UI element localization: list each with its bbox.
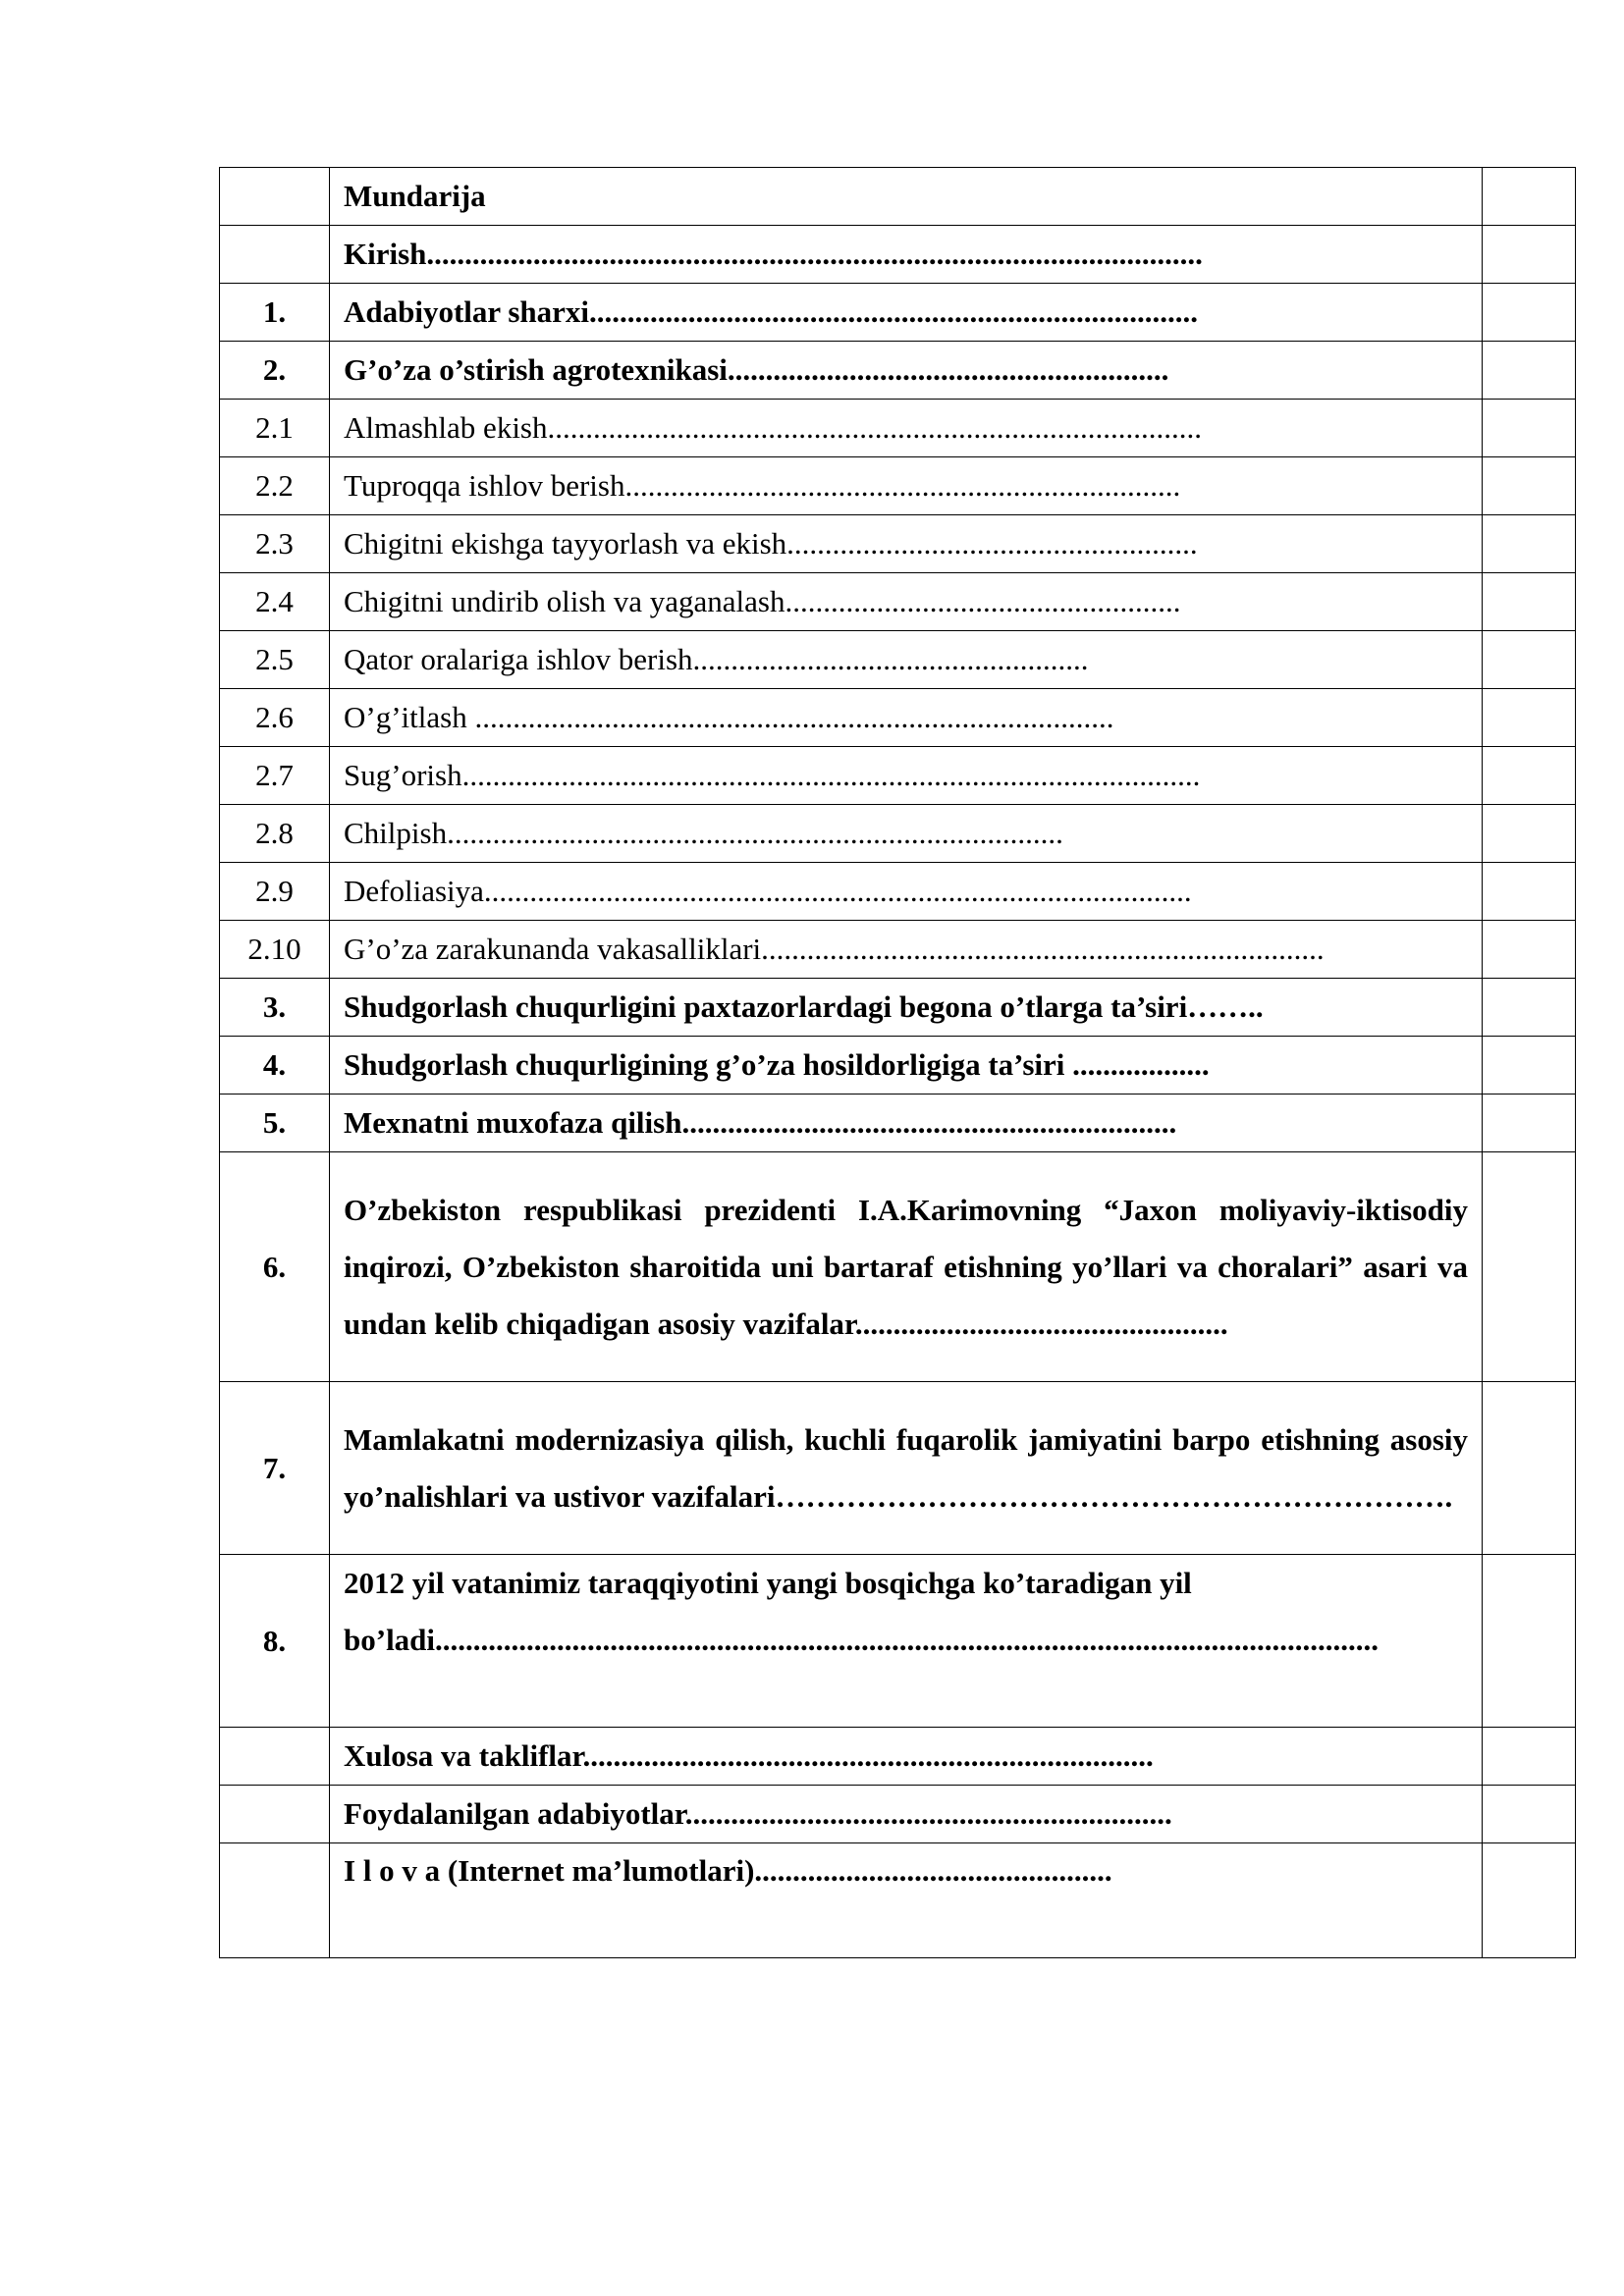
toc-title: Chilpish................................................................................. <box>330 805 1483 863</box>
toc-row-11 <box>220 805 1576 863</box>
toc-number: 2.5 <box>220 631 330 689</box>
toc-title: Shudgorlash chuqurligining g’o’za hosildorligiga ta’siri .................. <box>330 1037 1483 1095</box>
toc-page <box>1483 747 1576 805</box>
toc-title: Almashlab ekish...................................................................................... <box>330 400 1483 457</box>
toc-title: Mamlakatni modernizasiya qilish, kuchli fuqarolik jamiyatini barpo etishning asosiy yo’nalishlari va ustivor vazifalari…………………………………………………………. <box>330 1382 1483 1555</box>
toc-number: 2.8 <box>220 805 330 863</box>
toc-number: 2.7 <box>220 747 330 805</box>
toc-number <box>220 226 330 284</box>
toc-page <box>1483 689 1576 747</box>
toc-number: 3. <box>220 979 330 1037</box>
toc-row-6 <box>220 515 1576 573</box>
toc-title: Foydalanilgan adabiyotlar................................................................ <box>330 1786 1483 1843</box>
toc-row-9 <box>220 689 1576 747</box>
toc-row-7 <box>220 1382 1576 1555</box>
toc-title: Chigitni undirib olish va yaganalash.................................................... <box>330 573 1483 631</box>
toc-page <box>1483 979 1576 1037</box>
toc-page <box>1483 342 1576 400</box>
toc-row-1 <box>220 226 1576 284</box>
toc-title: Defoliasiya............................................................................................. <box>330 863 1483 921</box>
toc-number: 2.2 <box>220 457 330 515</box>
toc-row-references <box>220 1786 1576 1843</box>
toc-page <box>1483 1037 1576 1095</box>
toc-number <box>220 168 330 226</box>
toc-number: 2.6 <box>220 689 330 747</box>
toc-row-7 <box>220 573 1576 631</box>
toc-title: Sug’orish................................................................................................. <box>330 747 1483 805</box>
toc-row-appendix <box>220 1843 1576 1958</box>
toc-number: 7. <box>220 1382 330 1555</box>
toc-page <box>1483 631 1576 689</box>
toc-row-8 <box>220 631 1576 689</box>
toc-row-10 <box>220 747 1576 805</box>
toc-page <box>1483 1843 1576 1958</box>
toc-number: 6. <box>220 1152 330 1382</box>
table-of-contents <box>219 167 1576 1958</box>
toc-page <box>1483 400 1576 457</box>
toc-page <box>1483 284 1576 342</box>
toc-title: I l o v a (Internet ma’lumotlari)............................................... <box>330 1843 1483 1958</box>
toc-page <box>1483 1095 1576 1152</box>
toc-number <box>220 1843 330 1958</box>
toc-title: Adabiyotlar sharxi................................................................................ <box>330 284 1483 342</box>
toc-row-3 <box>220 342 1576 400</box>
toc-title <box>330 1555 1483 1728</box>
toc-title: Mundarija <box>330 168 1483 226</box>
toc-title: O’zbekiston respublikasi prezidenti I.A.Karimovning “Jaxon moliyaviy-iktisodiy inqirozi, O’zbekiston sharoitida uni bartaraf etishning yo’llari va choralari” asari va undan kelib chiqadigan asosiy vazifalar................................................. <box>330 1152 1483 1382</box>
toc-title: Chigitni ekishga tayyorlash va ekish...................................................... <box>330 515 1483 573</box>
toc-row-0 <box>220 168 1576 226</box>
toc-number: 2.1 <box>220 400 330 457</box>
toc-row-4 <box>220 400 1576 457</box>
toc-number <box>220 1786 330 1843</box>
toc-page <box>1483 168 1576 226</box>
toc-page <box>1483 805 1576 863</box>
toc-row-5 <box>220 457 1576 515</box>
toc-number: 8. <box>220 1555 330 1728</box>
toc-title: Tuproqqa ishlov berish......................................................................... <box>330 457 1483 515</box>
toc-row-12 <box>220 863 1576 921</box>
toc-title: Qator oralariga ishlov berish.................................................... <box>330 631 1483 689</box>
toc-row-16 <box>220 1095 1576 1152</box>
toc-number: 2.9 <box>220 863 330 921</box>
toc-row-2 <box>220 284 1576 342</box>
toc-title-line-2: bo’ladi............................................................................................................................ <box>344 1623 1380 1657</box>
toc-page <box>1483 515 1576 573</box>
toc-title: G’o’za o’stirish agrotexnikasi.......................................................... <box>330 342 1483 400</box>
toc-title: Xulosa va takliflar........................................................................... <box>330 1728 1483 1786</box>
toc-page <box>1483 1382 1576 1555</box>
toc-title: O’g’itlash .................................................................................... <box>330 689 1483 747</box>
toc-title: Kirish...................................................................................................... <box>330 226 1483 284</box>
toc-row-6 <box>220 1152 1576 1382</box>
toc-title-line-1: 2012 yil vatanimiz taraqqiyotini yangi bosqichga ko’taradigan yil <box>344 1566 1192 1600</box>
toc-number: 2.4 <box>220 573 330 631</box>
toc-number <box>220 1728 330 1786</box>
toc-page <box>1483 1728 1576 1786</box>
toc-row-conclusion <box>220 1728 1576 1786</box>
toc-page <box>1483 457 1576 515</box>
toc-title: G’o’za zarakunanda vakasalliklari.......................................................................... <box>330 921 1483 979</box>
toc-row-14 <box>220 979 1576 1037</box>
toc-number: 5. <box>220 1095 330 1152</box>
toc-page <box>1483 1152 1576 1382</box>
toc-row-8 <box>220 1555 1576 1728</box>
toc-page <box>1483 573 1576 631</box>
toc-row-15 <box>220 1037 1576 1095</box>
toc-title: Mexnatni muxofaza qilish................................................................. <box>330 1095 1483 1152</box>
toc-number: 2.3 <box>220 515 330 573</box>
toc-page <box>1483 226 1576 284</box>
toc-page <box>1483 1786 1576 1843</box>
toc-page <box>1483 921 1576 979</box>
toc-page <box>1483 863 1576 921</box>
toc-number: 4. <box>220 1037 330 1095</box>
toc-number: 2.10 <box>220 921 330 979</box>
toc-number: 1. <box>220 284 330 342</box>
toc-page <box>1483 1555 1576 1728</box>
toc-row-13 <box>220 921 1576 979</box>
toc-number: 2. <box>220 342 330 400</box>
toc-title: Shudgorlash chuqurligini paxtazorlardagi begona o’tlarga ta’siri…….. <box>330 979 1483 1037</box>
